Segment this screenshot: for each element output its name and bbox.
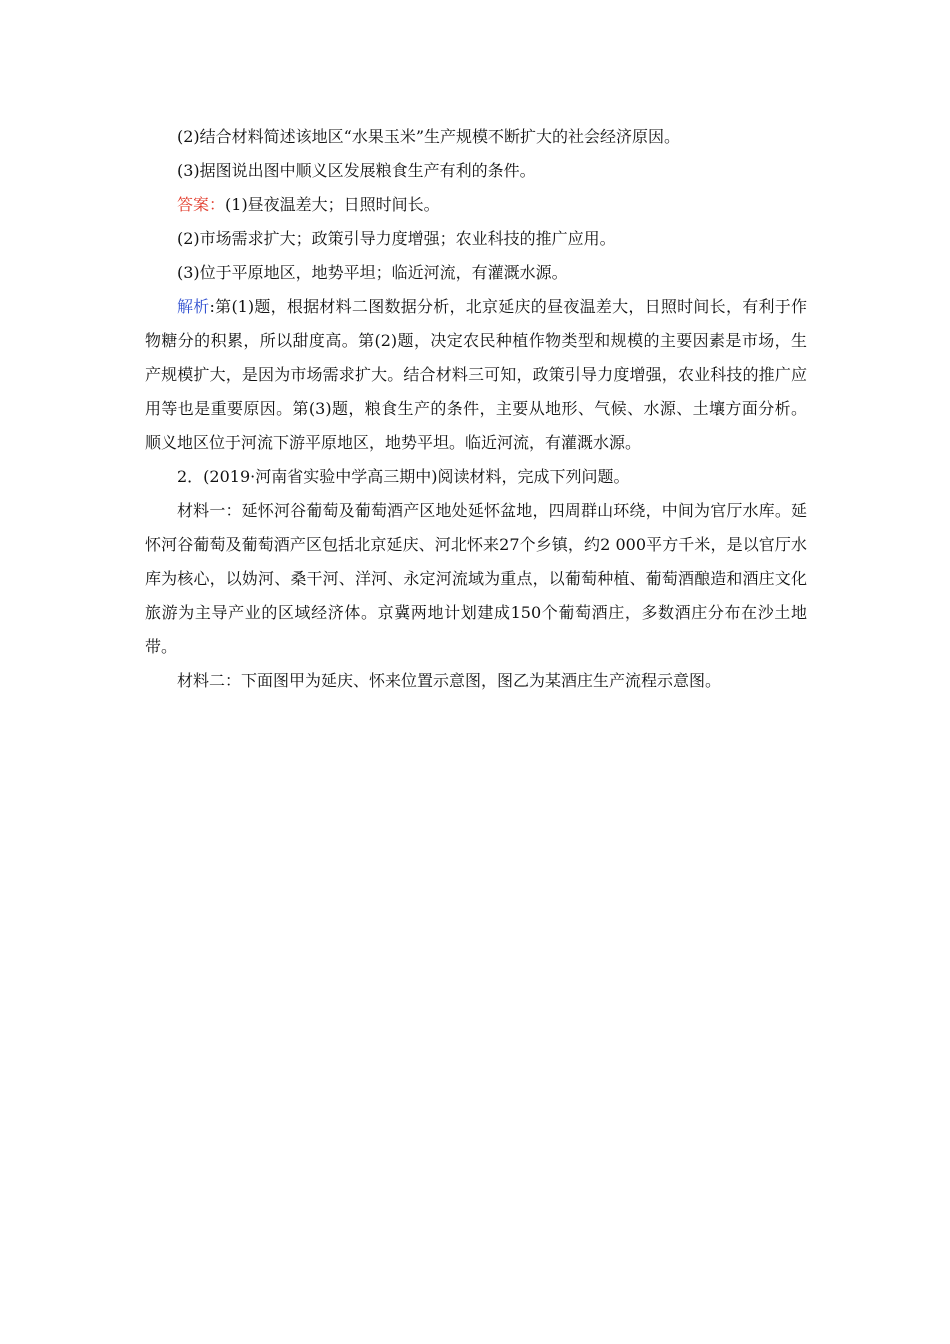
question-1-sub-2: (2)结合材料简述该地区“水果玉米”生产规模不断扩大的社会经济原因。 bbox=[177, 127, 681, 146]
analysis-paragraph bbox=[145, 290, 807, 460]
answer-label: 答案： bbox=[177, 195, 226, 214]
answer-1-text: (1)昼夜温差大；日照时间长。 bbox=[225, 195, 440, 214]
answer-line-1 bbox=[145, 188, 807, 222]
question-2-header: 2．(2019·河南省实验中学高三期中)阅读材料，完成下列问题。 bbox=[177, 467, 630, 486]
question-1-sub-3: (3)据图说出图中顺义区发展粮食生产有利的条件。 bbox=[177, 161, 536, 180]
answer-line-2: (2)市场需求扩大；政策引导力度增强；农业科技的推广应用。 bbox=[177, 229, 616, 248]
analysis-text: :第(1)题，根据材料二图数据分析，北京延庆的昼夜温差大，日照时间长，有利于作物糖分的积累，所以甜度高。第(2)题，决定农民种植作物类型和规模的主要因素是市场，生产规模扩大，是因为市场需求扩大。结合材料三可知，政策引导力度增强，农业科技的推广应用等也是重要原因。第(3)题，粮食生产的条件，主要从地形、气候、水源、土壤方面分析。顺义地区位于河流下游平原地区，地势平坦。临近河流，有灌溉水源。 bbox=[145, 297, 807, 452]
material-1-paragraph: 材料一：延怀河谷葡萄及葡萄酒产区地处延怀盆地，四周群山环绕，中间为官厅水库。延怀河谷葡萄及葡萄酒产区包括北京延庆、河北怀来27个乡镇，约2 000平方千米，是以官厅水库为核心，以妫河、桑干河、洋河、永定河流域为重点，以葡萄种植、葡萄酒酿造和酒庄文化旅游为主导产业的区域经济体。京冀两地计划建成150个葡萄酒庄，多数酒庄分布在沙土地带。 bbox=[145, 501, 807, 656]
answer-line-3: (3)位于平原地区，地势平坦；临近河流，有灌溉水源。 bbox=[177, 263, 568, 282]
document-content bbox=[145, 120, 807, 698]
analysis-label: 解析 bbox=[177, 297, 210, 316]
material-2-paragraph: 材料二：下面图甲为延庆、怀来位置示意图，图乙为某酒庄生产流程示意图。 bbox=[177, 671, 722, 690]
